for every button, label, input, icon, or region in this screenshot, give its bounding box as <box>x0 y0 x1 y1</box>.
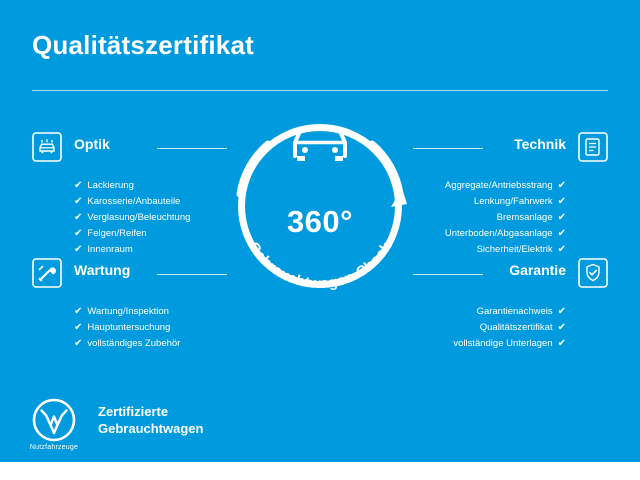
section-garantie-title: Garantie <box>509 262 566 278</box>
list-item-label: Unterboden/Abgasanlage <box>444 228 553 239</box>
section-wartung-items <box>32 304 227 352</box>
section-wartung-divider <box>157 274 227 275</box>
title-divider <box>32 90 608 91</box>
list-item-label: Hauptuntersuchung <box>87 322 171 333</box>
list-item-label: Garantienachweis <box>476 306 553 317</box>
vw-logo-subtitle: Nutzfahrzeuge <box>29 444 79 451</box>
list-item <box>413 194 566 210</box>
section-technik-items <box>413 178 608 258</box>
section-optik-header <box>32 132 227 166</box>
section-wartung-title: Wartung <box>74 262 131 278</box>
list-item <box>413 242 566 258</box>
check-icon: ✔ <box>74 244 83 255</box>
section-garantie <box>413 258 608 352</box>
list-item-label: Lenkung/Fahrwerk <box>473 196 553 207</box>
section-optik-divider <box>157 148 227 149</box>
list-item <box>413 210 566 226</box>
check-icon: ✔ <box>74 212 83 223</box>
list-item <box>413 304 566 320</box>
list-item <box>74 178 227 194</box>
list-item <box>74 226 227 242</box>
list-item <box>74 320 227 336</box>
check-icon: ✔ <box>557 196 566 207</box>
footer <box>29 398 204 451</box>
shield-check-icon <box>578 258 608 288</box>
check-icon: ✔ <box>557 306 566 317</box>
list-item-label: Felgen/Reifen <box>87 228 147 239</box>
badge-center-label: 360° <box>286 204 354 239</box>
page-title: Qualitätszertifikat <box>32 30 254 60</box>
vw-logo <box>29 398 79 451</box>
list-item-label: Sicherheit/Elektrik <box>476 244 553 255</box>
section-technik <box>413 132 608 258</box>
footer-line-1: Zertifizierte <box>98 404 169 419</box>
check-icon: ✔ <box>74 180 83 191</box>
list-item <box>74 210 227 226</box>
list-item-label: Wartung/Inspektion <box>87 306 169 317</box>
car-wash-icon <box>32 132 62 162</box>
list-item-label: Innenraum <box>87 244 133 255</box>
check-icon: ✔ <box>74 306 83 317</box>
list-item-label: Aggregate/Antriebsstrang <box>444 180 553 191</box>
svg-text:Gebrauchtwagen-Check: Gebrauchtwagen-Check <box>244 239 396 293</box>
check-icon: ✔ <box>74 228 83 239</box>
list-item-label: Bremsanlage <box>496 212 553 223</box>
check-icon: ✔ <box>557 322 566 333</box>
list-item-label: Karosserie/Anbauteile <box>87 196 181 207</box>
list-item-label: Lackierung <box>87 180 134 191</box>
list-item <box>74 194 227 210</box>
list-item <box>413 320 566 336</box>
list-item-label: vollständiges Zubehör <box>87 338 181 349</box>
section-technik-header <box>413 132 608 166</box>
list-item <box>74 336 227 352</box>
section-garantie-items <box>413 304 608 352</box>
section-optik <box>32 132 227 258</box>
check-icon: ✔ <box>557 228 566 239</box>
section-wartung <box>32 258 227 352</box>
list-item <box>74 304 227 320</box>
check-icon: ✔ <box>557 180 566 191</box>
check-icon: ✔ <box>557 212 566 223</box>
section-technik-title: Technik <box>514 136 566 152</box>
checklist-icon <box>578 132 608 162</box>
list-item <box>413 178 566 194</box>
list-item <box>74 242 227 258</box>
check-icon: ✔ <box>74 322 83 333</box>
section-garantie-divider <box>413 274 483 275</box>
section-optik-items <box>32 178 227 258</box>
service-tools-icon <box>32 258 62 288</box>
bottom-strip <box>0 462 640 480</box>
section-optik-title: Optik <box>74 136 110 152</box>
list-item <box>413 226 566 242</box>
list-item-label: Qualitätszertifikat <box>479 322 553 333</box>
check-icon: ✔ <box>557 338 566 349</box>
check-badge <box>222 108 418 304</box>
section-garantie-header <box>413 258 608 292</box>
footer-text <box>98 403 203 437</box>
check-icon: ✔ <box>74 338 83 349</box>
check-icon: ✔ <box>74 196 83 207</box>
section-wartung-header <box>32 258 227 292</box>
footer-line-2: Gebrauchtwagen <box>98 421 204 436</box>
check-icon: ✔ <box>557 244 566 255</box>
section-technik-divider <box>413 148 483 149</box>
list-item-label: Verglasung/Beleuchtung <box>87 212 191 223</box>
list-item-label: vollständige Unterlagen <box>453 338 553 349</box>
list-item <box>413 336 566 352</box>
